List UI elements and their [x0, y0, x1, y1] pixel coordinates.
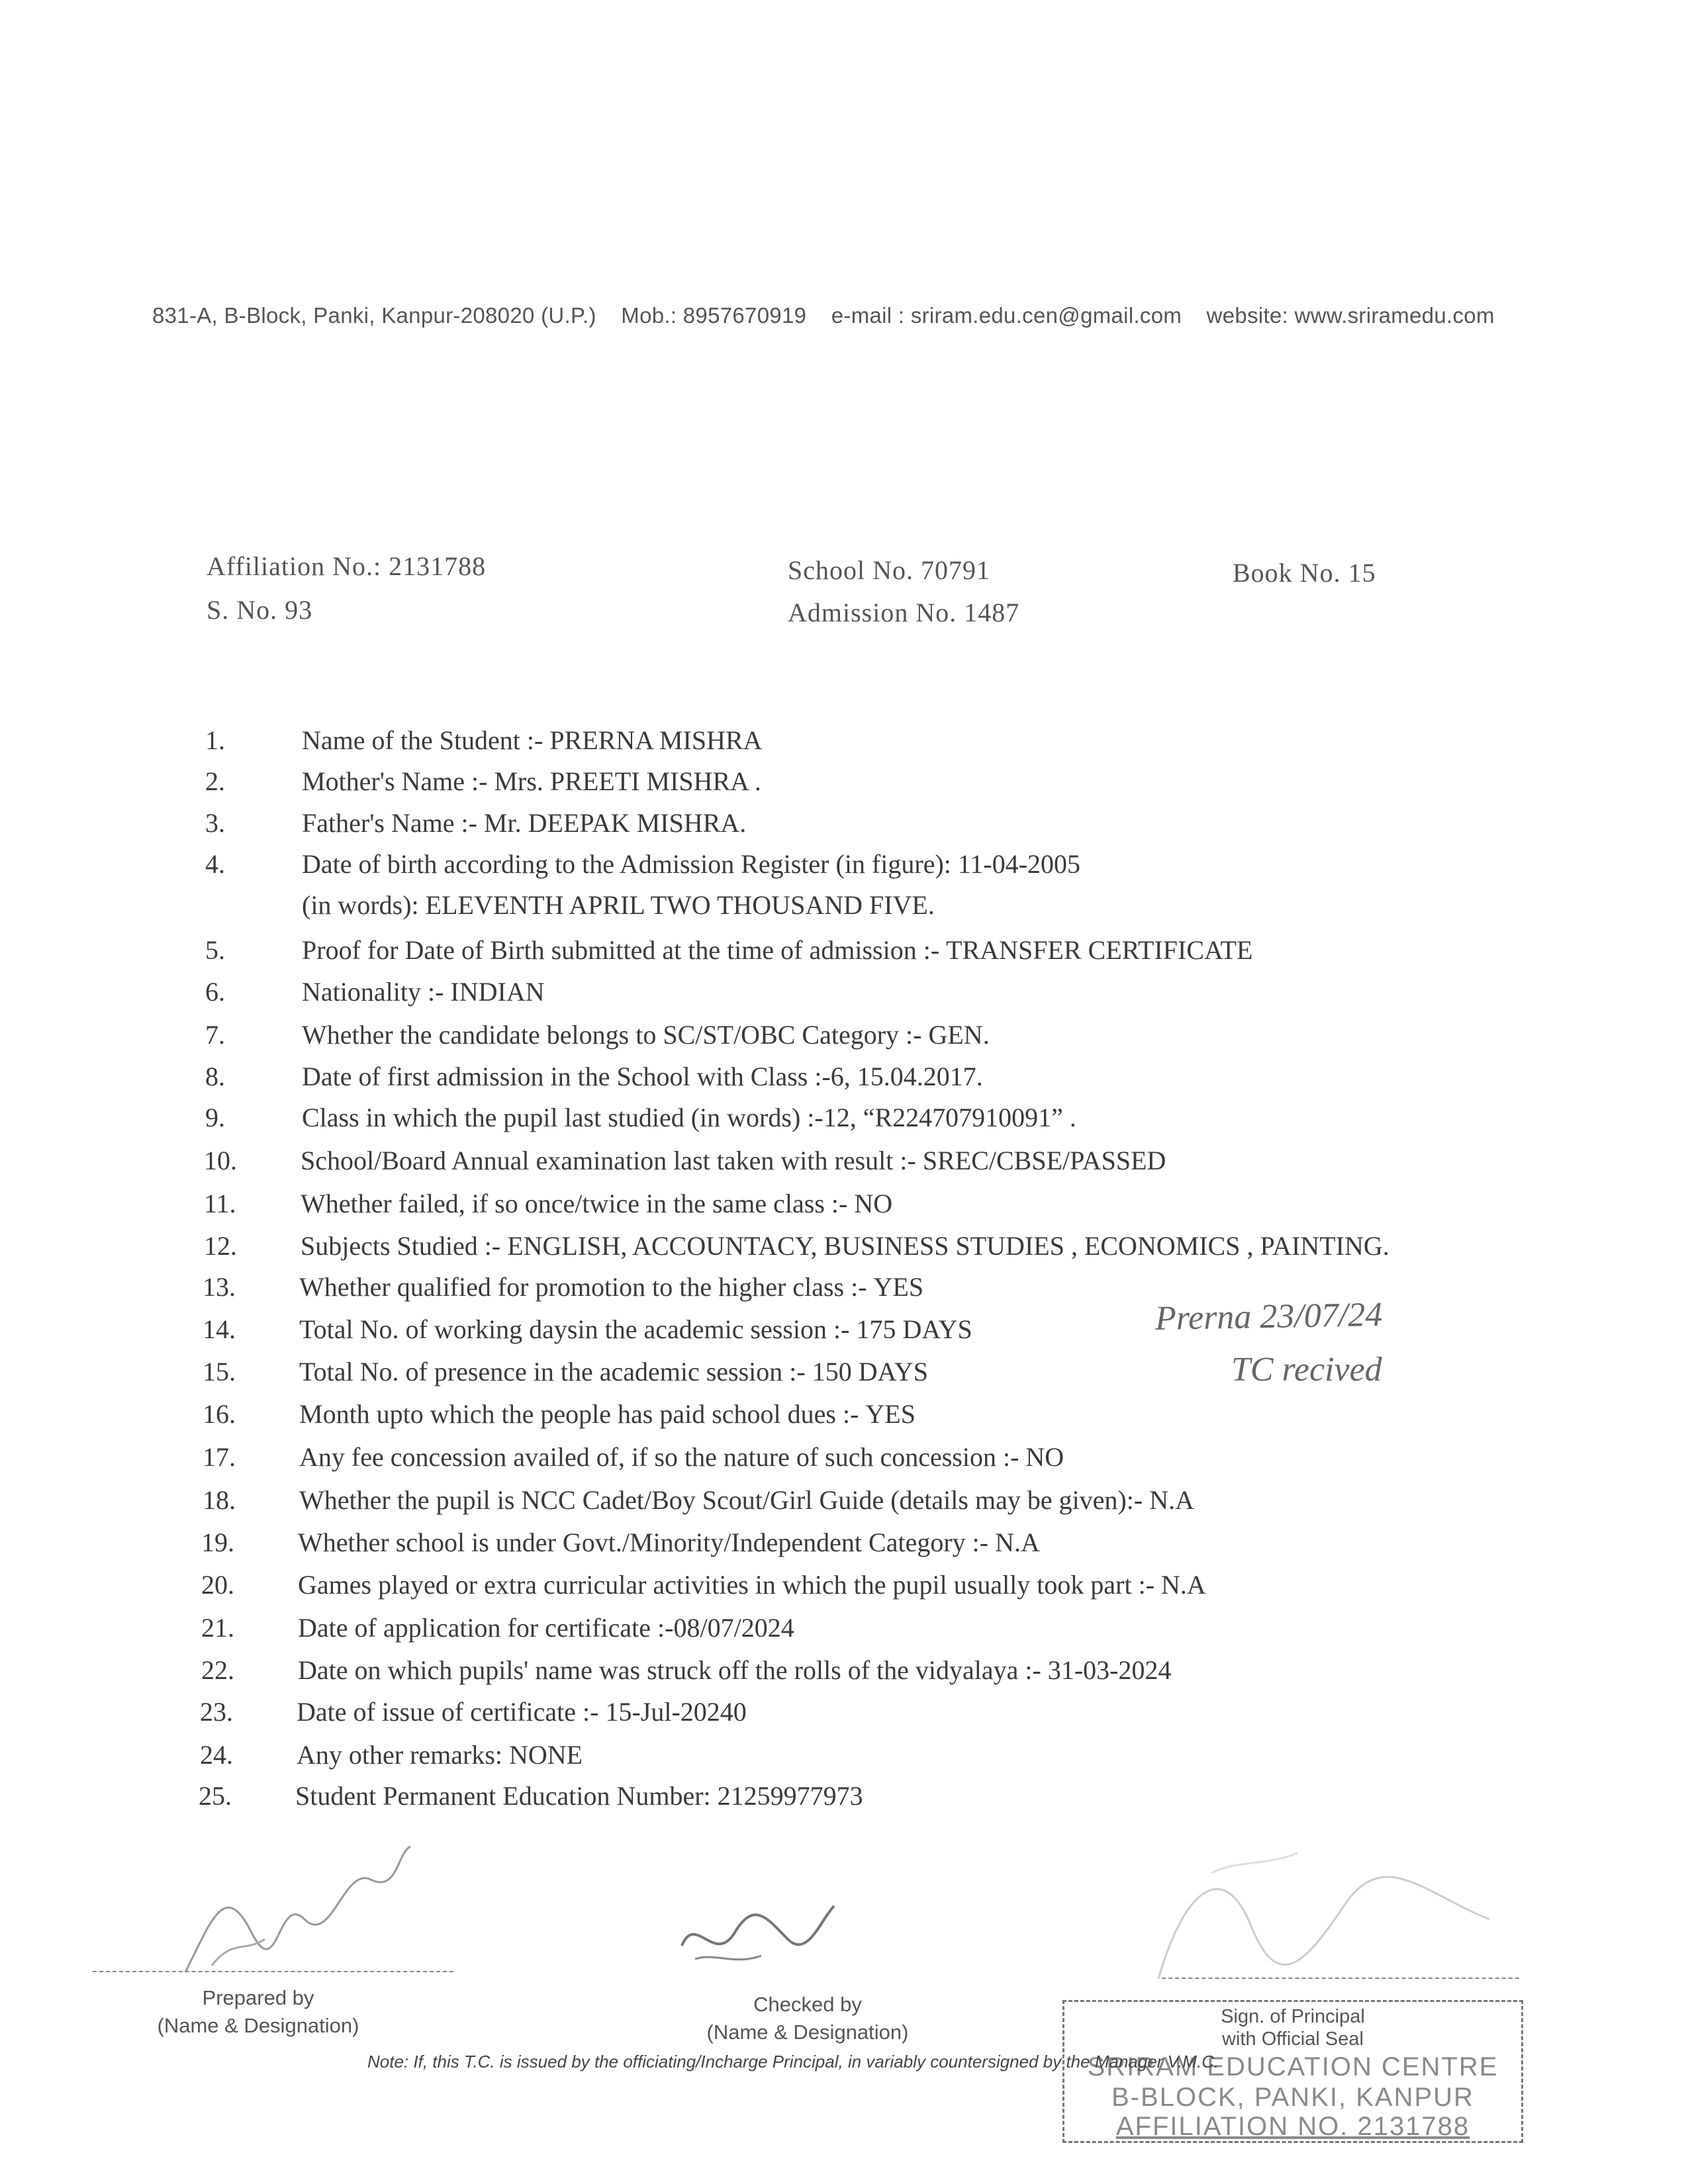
item-label: Whether the pupil is NCC Cadet/Boy Scout/Girl Guide (details may be given):- — [299, 1485, 1143, 1515]
handwritten-receipt-note: TC recived — [1231, 1351, 1382, 1388]
item-number: 17. — [203, 1442, 236, 1472]
item-value: PRERNA MISHRA — [549, 725, 763, 755]
item-text — [301, 1188, 892, 1219]
item-value: NO — [854, 1189, 893, 1218]
item-label: Month upto which the people has paid school dues :- — [299, 1399, 859, 1429]
item-value: YES — [873, 1272, 924, 1302]
checked-by-caption — [665, 1991, 950, 2046]
item-text — [299, 1441, 1064, 1473]
item-text — [302, 1061, 990, 1092]
item-value: SREC/CBSE/PASSED — [922, 1146, 1166, 1175]
item-label: Date of first admission in the School with Class :-6, 15.04.2017. — [302, 1062, 983, 1091]
principal-sign-label: Sign. of Principal — [1221, 2006, 1365, 2027]
prepared-by-label: Prepared by — [202, 1986, 314, 2009]
item-label: Total No. of presence in the academic session :- — [299, 1357, 806, 1387]
item-number: 15. — [203, 1357, 236, 1387]
item-label: Any fee concession availed of, if so the nature of such concession :- — [299, 1442, 1019, 1472]
item-label: Whether failed, if so once/twice in the same class :- — [301, 1189, 848, 1218]
item-number: 6. — [205, 977, 225, 1007]
item-value: N.A — [1161, 1570, 1206, 1600]
item-label: Father's Name :- — [302, 808, 477, 838]
item-number: 1. — [205, 725, 225, 755]
seal-line-2: B-BLOCK, PANKI, KANPUR — [1111, 2083, 1474, 2112]
item-number: 2. — [205, 766, 225, 796]
item-value: NO — [1025, 1442, 1064, 1472]
item-text — [298, 1612, 801, 1643]
item-label: Subjects Studied :- — [301, 1231, 501, 1261]
item-text — [302, 725, 763, 756]
serial-number: S. No. 93 — [207, 595, 313, 625]
principal-sign-line — [1162, 1978, 1519, 1979]
item-text — [301, 1230, 1389, 1261]
item-number: 8. — [205, 1062, 225, 1091]
item-number: 13. — [203, 1272, 236, 1302]
school-address: 831-A, B-Block, Panki, Kanpur-208020 (U.P.) — [152, 303, 596, 328]
item-label: Nationality :- — [302, 977, 444, 1007]
item-text — [302, 766, 761, 797]
item-text — [299, 1484, 1194, 1516]
checked-by-sub: (Name & Designation) — [706, 2020, 909, 2044]
item-label: School/Board Annual examination last taken with result :- — [301, 1146, 916, 1175]
principal-signature-icon — [1145, 1846, 1516, 1992]
item-text — [302, 976, 545, 1007]
item-text — [299, 1314, 972, 1345]
item-label: Proof for Date of Birth submitted at the time of admission :- — [302, 935, 940, 965]
item-label: Mother's Name :- — [302, 766, 488, 796]
item-text — [298, 1527, 1040, 1558]
book-number: Book No. 15 — [1233, 558, 1376, 588]
item-number: 4. — [205, 849, 225, 879]
item-value: ENGLISH, ACCOUNTACY, BUSINESS STUDIES , ECONOMICS , PAINTING. — [507, 1231, 1389, 1261]
item-value: 31-03-2024 — [1047, 1655, 1172, 1685]
item-label: Date of birth according to the Admission Register (in figure): — [302, 849, 951, 879]
school-contact-line — [152, 303, 1513, 328]
prepared-by-line — [93, 1971, 453, 1972]
item-label: Whether qualified for promotion to the higher class :- — [299, 1272, 867, 1302]
item-value: Mr. DEEPAK MISHRA. — [483, 808, 747, 838]
item-value: ELEVENTH APRIL TWO THOUSAND FIVE. — [425, 890, 935, 920]
item-text — [298, 1569, 1206, 1600]
item-value: N.A — [1149, 1485, 1194, 1515]
prepared-by-sub: (Name & Designation) — [157, 2013, 359, 2037]
item-text — [297, 1739, 583, 1770]
item-number: 23. — [200, 1697, 233, 1727]
item-text — [298, 1655, 1172, 1686]
item-label: Games played or extra curricular activities in which the pupil usually took part :- — [298, 1570, 1155, 1600]
item-value: YES — [865, 1399, 915, 1429]
item-label: (in words): — [302, 890, 419, 920]
item-value: 15-Jul-20240 — [605, 1697, 747, 1727]
item-number: 22. — [201, 1655, 234, 1685]
item-label: Whether school is under Govt./Minority/Independent Category :- — [298, 1527, 989, 1557]
principal-seal-label: with Official Seal — [1222, 2028, 1364, 2050]
item-number: 9. — [205, 1103, 225, 1132]
item-text — [302, 1102, 1083, 1133]
item-number: 25. — [199, 1781, 232, 1811]
item-text — [301, 1145, 1166, 1176]
footer-note: Note: If, this T.C. is issued by the officiating/Incharge Principal, in variably countersigned by the Manager V.M.C. — [367, 2052, 1219, 2071]
item-text — [295, 1780, 863, 1811]
item-number: 21. — [201, 1613, 234, 1643]
prepared-by-signature-icon — [172, 1840, 424, 1992]
item-number: 7. — [205, 1020, 225, 1050]
item-number: 5. — [205, 935, 225, 965]
item-value: NONE — [509, 1740, 583, 1770]
school-number: School No. 70791 — [788, 555, 990, 585]
item-text — [299, 1356, 928, 1387]
seal-line-3: AFFILIATION NO. 2131788 — [1115, 2112, 1470, 2141]
item-value: 21259977973 — [717, 1781, 863, 1811]
item-number: 14. — [203, 1314, 236, 1344]
item-number: 3. — [205, 808, 225, 838]
item-value: TRANSFER CERTIFICATE — [946, 935, 1253, 965]
item-text — [299, 1398, 915, 1430]
item-label: Any other remarks: — [297, 1740, 503, 1770]
prepared-by-caption — [119, 1984, 397, 2040]
item-number: 10. — [204, 1146, 237, 1175]
item-label: Date on which pupils' name was struck off the rolls of the vidyalaya :- — [298, 1655, 1041, 1685]
item-text — [302, 1019, 990, 1050]
checked-by-label: Checked by — [753, 1993, 862, 2016]
item-number: 24. — [200, 1740, 233, 1770]
item-label: Student Permanent Education Number: — [295, 1781, 711, 1811]
item-number: 12. — [204, 1231, 237, 1261]
item-label: Total No. of working daysin the academic session :- — [299, 1314, 850, 1344]
item-text — [302, 807, 746, 839]
checked-by-signature-icon — [675, 1893, 847, 1979]
item-value: Mrs. PREETI MISHRA . — [494, 766, 761, 796]
item-text — [302, 848, 1080, 880]
item-text — [302, 889, 935, 921]
item-number: 11. — [204, 1189, 236, 1218]
item-label: Name of the Student :- — [302, 725, 543, 755]
item-value: 11-04-2005 — [957, 849, 1081, 879]
item-number: 20. — [201, 1570, 234, 1600]
item-label: Date of application for certificate :-08/07/2024 — [298, 1613, 794, 1643]
item-value: GEN. — [928, 1020, 990, 1050]
item-number: 16. — [203, 1399, 236, 1429]
item-label: Date of issue of certificate :- — [297, 1697, 599, 1727]
handwritten-receipt-date: Prerna 23/07/24 — [1154, 1296, 1383, 1338]
item-label: Whether the candidate belongs to SC/ST/OBC Category :- — [302, 1020, 922, 1050]
affiliation-number: Affiliation No.: 2131788 — [207, 551, 487, 581]
seal-line-1: SRIRAM EDUCATION CENTRE — [1087, 2052, 1499, 2081]
item-text — [299, 1271, 923, 1302]
item-value: 175 DAYS — [856, 1314, 972, 1344]
school-website: website: www.sriramedu.com — [1206, 303, 1495, 328]
item-value: 150 DAYS — [812, 1357, 928, 1387]
school-email: e-mail : sriram.edu.cen@gmail.com — [831, 303, 1182, 328]
item-number: 19. — [201, 1527, 234, 1557]
item-value: INDIAN — [450, 977, 545, 1007]
item-label: Class in which the pupil last studied (in words) :-12, “R224707910091” . — [302, 1103, 1076, 1132]
item-text — [297, 1696, 747, 1727]
item-value: N.A — [995, 1527, 1040, 1557]
admission-number: Admission No. 1487 — [788, 598, 1020, 627]
item-text — [302, 934, 1252, 966]
school-mobile: Mob.: 8957670919 — [621, 303, 807, 328]
item-number: 18. — [203, 1485, 236, 1515]
